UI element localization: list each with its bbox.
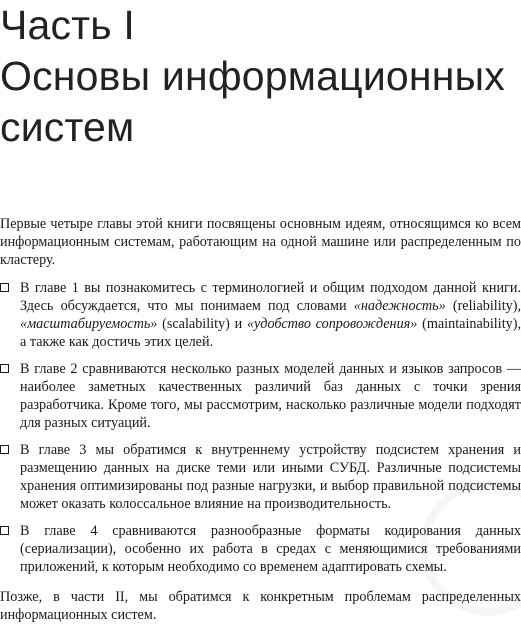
list-item-chapter-4: [0, 522, 521, 576]
part-title-line-3: систем: [0, 104, 135, 150]
checkbox-bullet-icon: [0, 445, 9, 454]
list-item-chapter-2: [0, 360, 521, 432]
outro-paragraph: Позже, в части II, мы обратимся к конкретным проблемам распределенных информационных систем.: [0, 589, 521, 623]
checkbox-bullet-icon: [0, 283, 9, 292]
list-item-chapter-1: [0, 279, 521, 351]
checkbox-bullet-icon: [0, 364, 9, 373]
item-2-text: В главе 2 сравниваются несколько разных моделей данных и языков запросов — наиболее заметных качественных различий баз данных с точки зрения разработчика. Кроме того, мы рассмотрим, насколько различные модели подходят для разных ситуаций.: [20, 361, 521, 431]
chapter-list: [0, 279, 521, 576]
term-maintainability: «удобство сопровождения»: [246, 316, 418, 332]
item-1-text: В главе 1 вы познакомитесь с терминологией и общим подходом данной книги. Здесь обсуждается, что мы понимаем под словами «надежность» (reliability), «масштабируемость» (scalability) и «удобство сопровождения» (maintainability), а также как достичь этих целей.: [20, 280, 521, 350]
item-4-text: В главе 4 сравниваются разнообразные форматы кодирования данных (сериализации), особенно их работа в средах с меняющимися требованиями приложений, к которым необходимо со временем адаптировать схемы.: [20, 523, 521, 575]
term-reliability: «надежность»: [353, 298, 446, 314]
list-item-chapter-3: [0, 441, 521, 513]
part-title: [0, 0, 505, 153]
body-text: [0, 215, 521, 624]
item-3-text: В главе 3 мы обратимся к внутреннему устройству подсистем хранения и размещению данных на диске теми или иными СУБД. Различные подсистемы хранения оптимизированы под разные нагрузки, и выбор правильной подсистемы может оказать колоссальное влияние на производительность.: [20, 442, 521, 512]
intro-paragraph: Первые четыре главы этой книги посвящены основным идеям, относящимся ко всем информационным системам, работающим на одной машине или распределенным по кластеру.: [0, 216, 521, 268]
part-title-line-1: Часть I: [0, 2, 135, 48]
checkbox-bullet-icon: [0, 526, 9, 535]
term-scalability: «масштабируемость»: [20, 316, 158, 332]
part-title-line-2: Основы информационных: [0, 53, 505, 99]
